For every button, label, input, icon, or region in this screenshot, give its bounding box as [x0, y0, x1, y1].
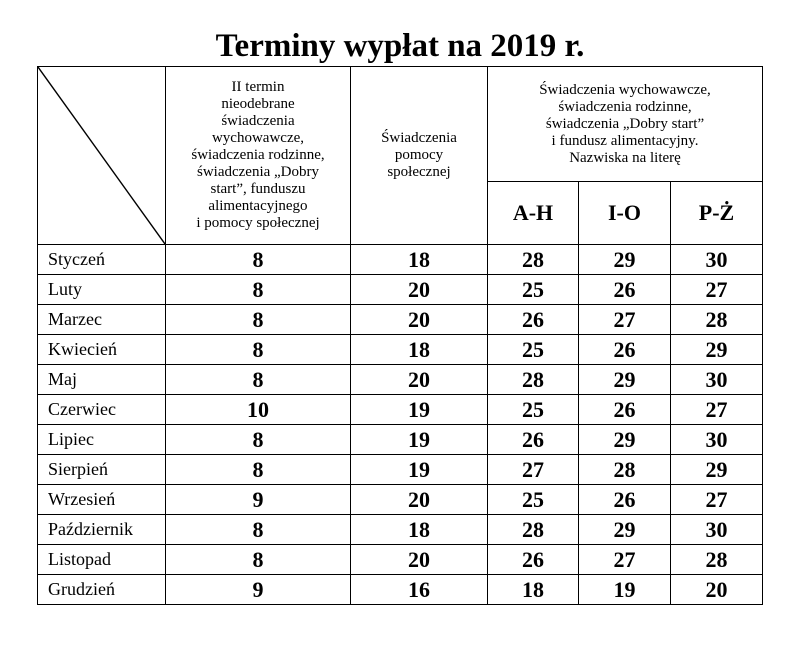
social-aid-day: 18 [351, 335, 488, 365]
p-z-day: 27 [671, 275, 763, 305]
table-row [38, 455, 763, 485]
header-second-term-text: II termin nieodebrane świadczenia wychowawcze, świadczenia rodzinne, świadczenia „Dobry start”, funduszu alimentacyjnego i pomocy społecznej [191, 79, 325, 231]
table-row [38, 275, 763, 305]
header-letters-a-h: A-H [488, 182, 579, 245]
p-z-day: 30 [671, 245, 763, 275]
a-h-day: 28 [488, 245, 579, 275]
diagonal-line [38, 67, 165, 244]
a-h-day: 25 [488, 395, 579, 425]
month-cell: Luty [38, 275, 166, 305]
table-row [38, 395, 763, 425]
second-term-day: 8 [166, 425, 351, 455]
i-o-day: 26 [579, 275, 671, 305]
table-row [38, 335, 763, 365]
p-z-day: 30 [671, 515, 763, 545]
second-term-day: 10 [166, 395, 351, 425]
social-aid-day: 19 [351, 425, 488, 455]
i-o-day: 29 [579, 245, 671, 275]
header-social-aid [351, 67, 488, 245]
month-cell: Maj [38, 365, 166, 395]
table-row [38, 515, 763, 545]
i-o-day: 26 [579, 485, 671, 515]
second-term-day: 8 [166, 455, 351, 485]
month-cell: Sierpień [38, 455, 166, 485]
table-row [38, 365, 763, 395]
a-h-day: 27 [488, 455, 579, 485]
header-benefits-group-text: Świadczenia wychowawcze, świadczenia rodzinne, świadczenia „Dobry start” i fundusz alimentacyjny. Nazwiska na literę [539, 81, 711, 166]
table-row [38, 425, 763, 455]
p-z-day: 27 [671, 395, 763, 425]
page-title: Terminy wypłat na 2019 r. [215, 28, 585, 64]
header-benefits-group [488, 67, 763, 182]
month-cell: Październik [38, 515, 166, 545]
schedule-body [38, 245, 763, 605]
payment-schedule-table [37, 66, 763, 605]
month-cell: Listopad [38, 545, 166, 575]
second-term-day: 8 [166, 305, 351, 335]
social-aid-day: 20 [351, 275, 488, 305]
social-aid-day: 19 [351, 455, 488, 485]
i-o-day: 26 [579, 335, 671, 365]
month-cell: Styczeń [38, 245, 166, 275]
month-cell: Wrzesień [38, 485, 166, 515]
social-aid-day: 20 [351, 365, 488, 395]
month-cell: Czerwiec [38, 395, 166, 425]
a-h-day: 25 [488, 335, 579, 365]
social-aid-day: 18 [351, 245, 488, 275]
second-term-day: 9 [166, 575, 351, 605]
social-aid-day: 20 [351, 545, 488, 575]
social-aid-day: 18 [351, 515, 488, 545]
p-z-day: 27 [671, 485, 763, 515]
second-term-day: 8 [166, 515, 351, 545]
a-h-day: 28 [488, 365, 579, 395]
header-letters-i-o: I-O [579, 182, 671, 245]
header-second-term [166, 67, 351, 245]
p-z-day: 30 [671, 425, 763, 455]
month-cell: Marzec [38, 305, 166, 335]
second-term-day: 9 [166, 485, 351, 515]
table-row [38, 305, 763, 335]
i-o-day: 19 [579, 575, 671, 605]
second-term-day: 8 [166, 275, 351, 305]
table-row [38, 245, 763, 275]
month-cell: Grudzień [38, 575, 166, 605]
social-aid-day: 19 [351, 395, 488, 425]
month-cell: Kwiecień [38, 335, 166, 365]
i-o-day: 28 [579, 455, 671, 485]
a-h-day: 26 [488, 425, 579, 455]
i-o-day: 29 [579, 365, 671, 395]
header-letters-p-z: P-Ż [671, 182, 763, 245]
a-h-day: 25 [488, 485, 579, 515]
header-social-aid-text: Świadczenia pomocy społecznej [381, 130, 457, 180]
second-term-day: 8 [166, 545, 351, 575]
table-row [38, 575, 763, 605]
p-z-day: 29 [671, 335, 763, 365]
social-aid-day: 20 [351, 485, 488, 515]
i-o-day: 29 [579, 425, 671, 455]
p-z-day: 28 [671, 305, 763, 335]
social-aid-day: 16 [351, 575, 488, 605]
p-z-day: 20 [671, 575, 763, 605]
i-o-day: 27 [579, 545, 671, 575]
i-o-day: 26 [579, 395, 671, 425]
table-row [38, 485, 763, 515]
month-cell: Lipiec [38, 425, 166, 455]
social-aid-day: 20 [351, 305, 488, 335]
p-z-day: 29 [671, 455, 763, 485]
a-h-day: 26 [488, 305, 579, 335]
second-term-day: 8 [166, 245, 351, 275]
a-h-day: 28 [488, 515, 579, 545]
table-row [38, 545, 763, 575]
a-h-day: 26 [488, 545, 579, 575]
p-z-day: 30 [671, 365, 763, 395]
a-h-day: 25 [488, 275, 579, 305]
a-h-day: 18 [488, 575, 579, 605]
p-z-day: 28 [671, 545, 763, 575]
i-o-day: 29 [579, 515, 671, 545]
corner-diagonal-cell [38, 67, 166, 245]
second-term-day: 8 [166, 365, 351, 395]
i-o-day: 27 [579, 305, 671, 335]
second-term-day: 8 [166, 335, 351, 365]
